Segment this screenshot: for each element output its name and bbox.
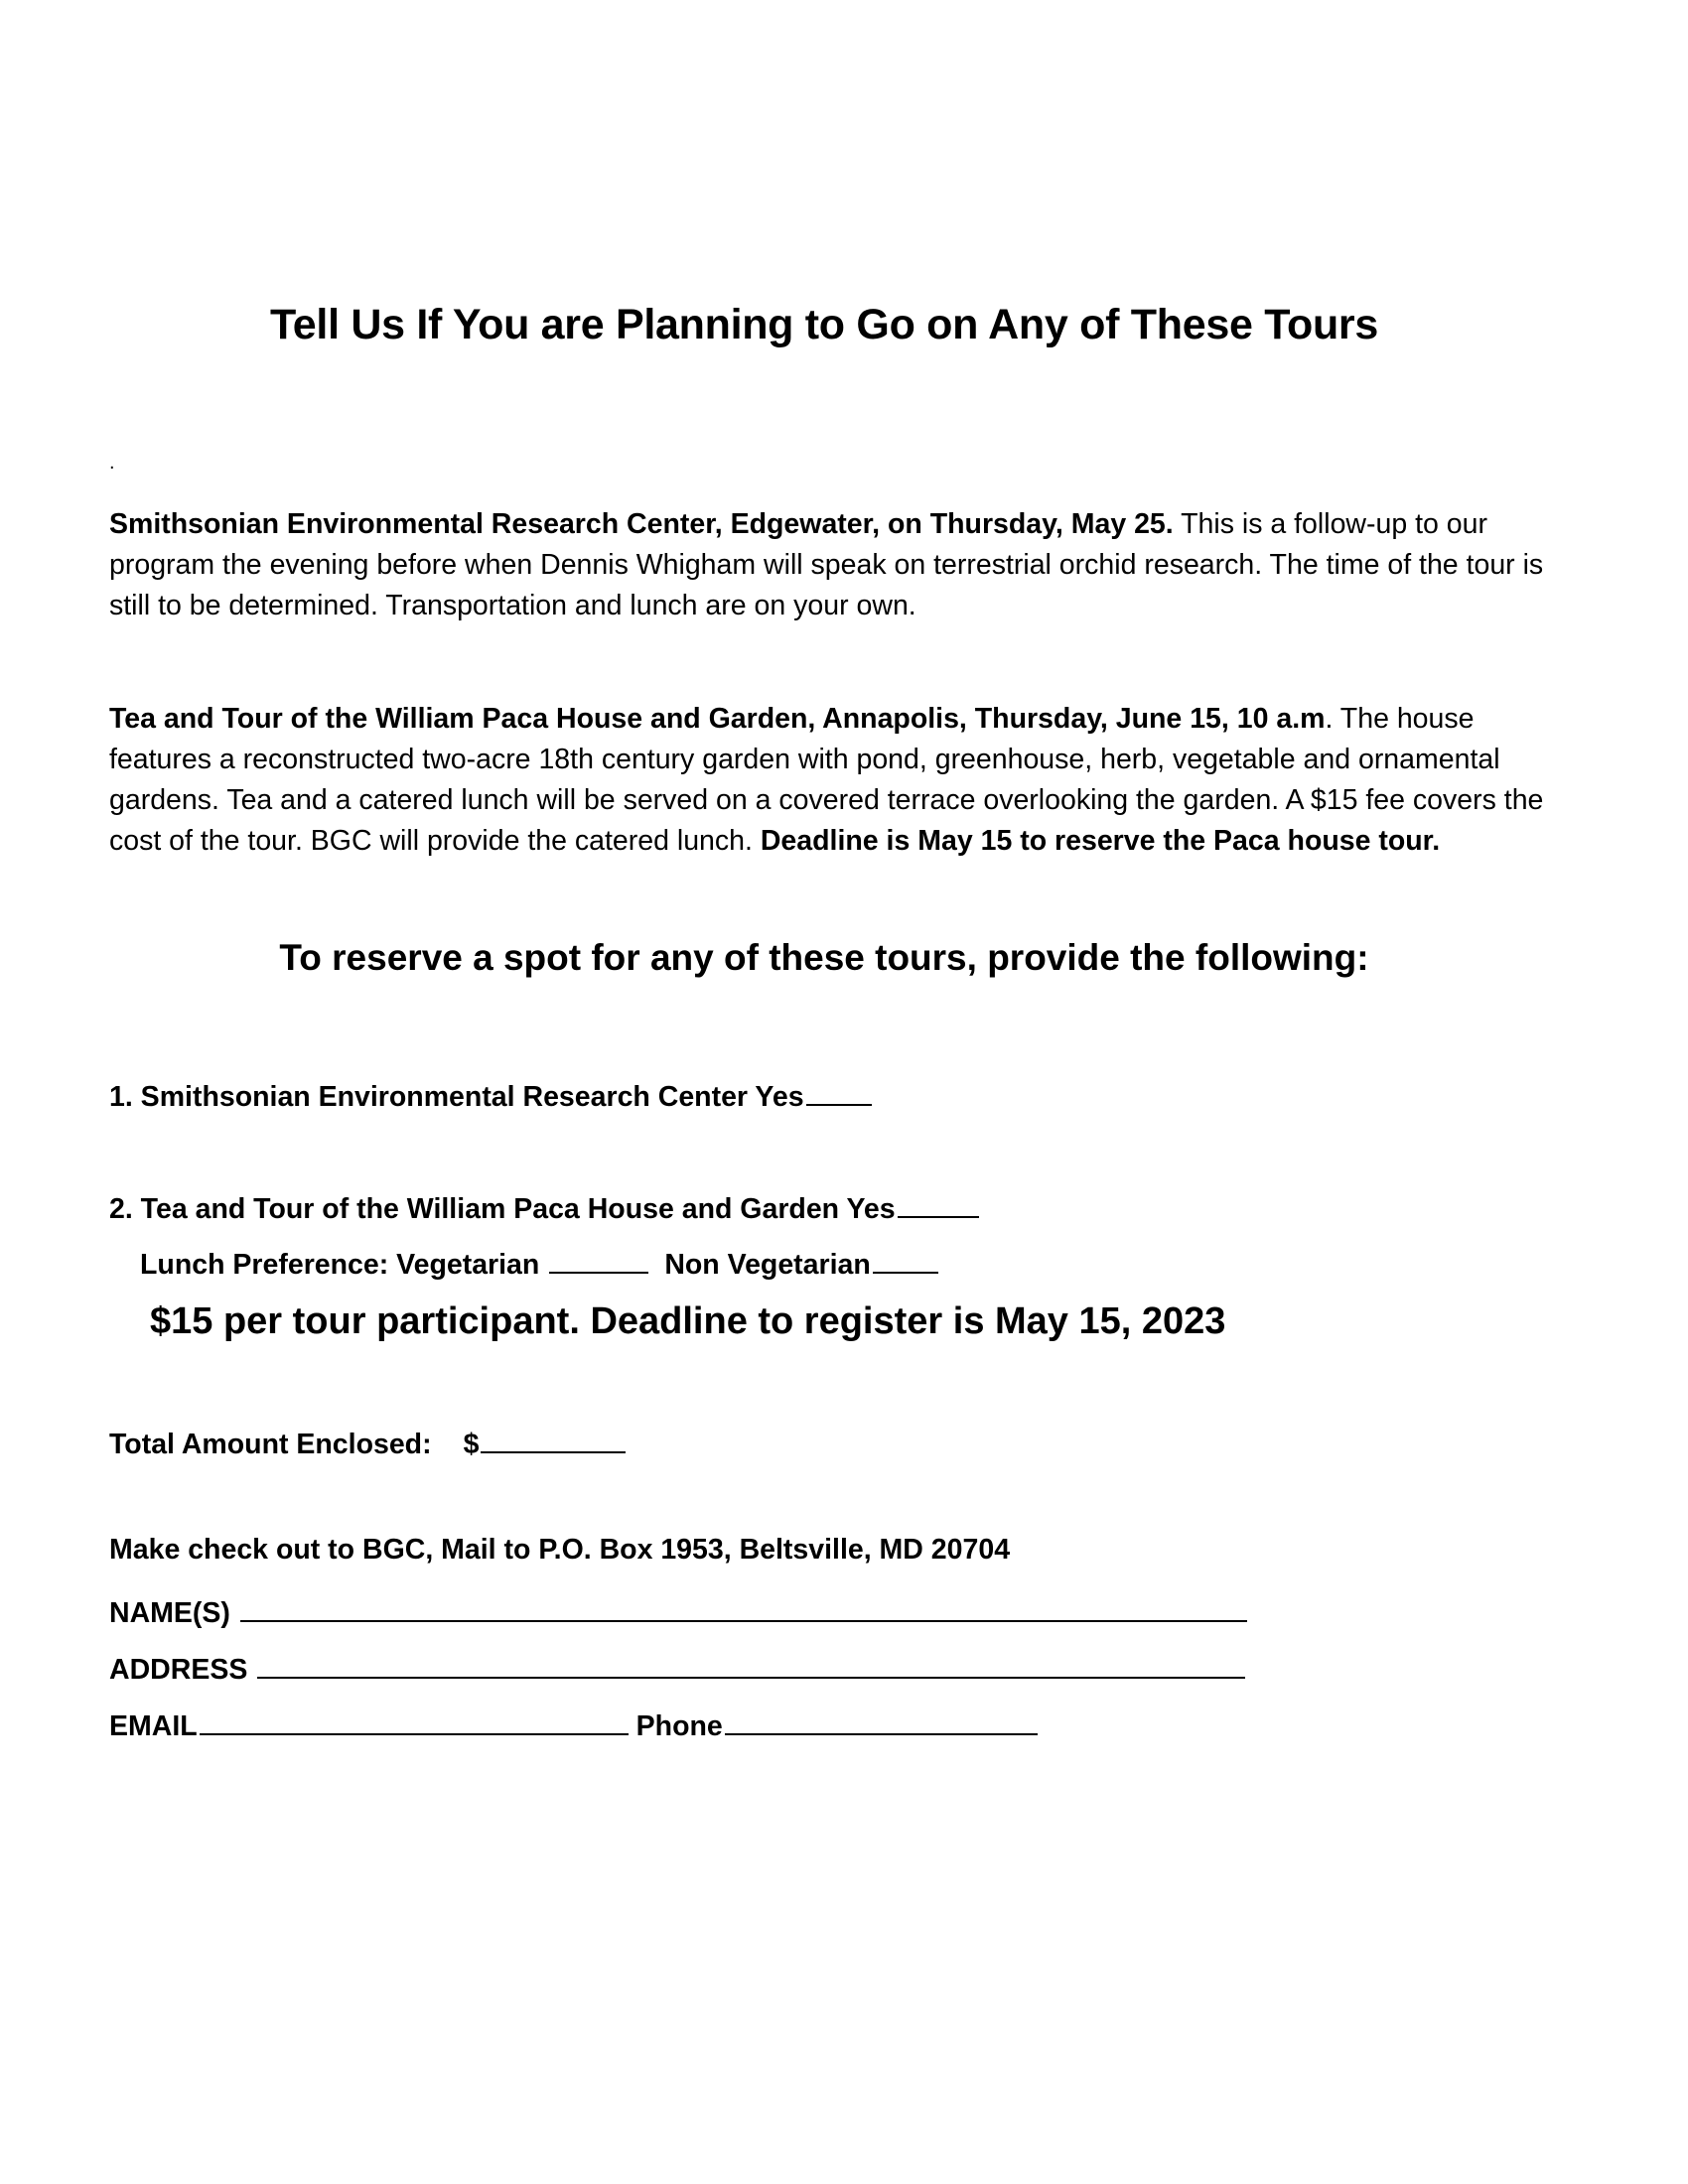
total-amount-row (109, 1422, 626, 1461)
names-row (109, 1590, 1247, 1630)
address-row (109, 1647, 1245, 1687)
address-label: ADDRESS (109, 1654, 248, 1686)
tour2-heading: Tea and Tour of the William Paca House and Garden, Annapolis, Thursday, June 15, 10 a.m (109, 703, 1326, 735)
tour1-body: This is a follow-up to our program the evening before when Dennis Whigham will speak on terrestrial orchid research. The time of the tour is still to be determined. Transportation and lunch are on your own. (109, 508, 1544, 621)
tour2-deadline: Deadline is May 15 to reserve the Paca house tour. (760, 825, 1441, 857)
dollar-sign: $ (463, 1429, 480, 1460)
phone-label: Phone (635, 1710, 723, 1742)
email-label: EMAIL (109, 1710, 198, 1742)
non-vegetarian-field[interactable] (873, 1242, 938, 1274)
tour2-body: . The house features a reconstructed two-acre 18th century garden with pond, greenhouse, herb, vegetable and ornamental gardens. Tea and a catered lunch will be served on a covered terrace overlooking the garden. A $15 fee covers the cost of the tour. BGC will provide the catered lunch. (109, 703, 1544, 857)
vegetarian-label: Lunch Preference: Vegetarian (140, 1249, 540, 1281)
tour2-paragraph (109, 699, 1579, 862)
total-amount-label: Total Amount Enclosed: (109, 1429, 432, 1460)
form-item-1 (109, 1074, 872, 1114)
total-amount-field[interactable] (481, 1422, 626, 1453)
address-field[interactable] (257, 1647, 1245, 1679)
reserve-heading: To reserve a spot for any of these tours, provide the following: (279, 937, 1369, 978)
paca-yes-field[interactable] (898, 1186, 979, 1218)
names-label: NAME(S) (109, 1597, 230, 1629)
page-title: Tell Us If You are Planning to Go on Any of These Tours (270, 301, 1378, 348)
serc-yes-field[interactable] (806, 1074, 872, 1106)
non-vegetarian-label: Non Vegetarian (664, 1249, 871, 1281)
email-phone-row (109, 1704, 1038, 1743)
form-item-2-label: 2. Tea and Tour of the William Paca House and Garden Yes (109, 1193, 896, 1225)
email-field[interactable] (200, 1704, 629, 1735)
phone-field[interactable] (725, 1704, 1038, 1735)
names-field[interactable] (240, 1590, 1247, 1622)
fee-notice: $15 per tour participant. Deadline to register is May 15, 2023 (150, 1300, 1226, 1342)
stray-mark: . (109, 452, 115, 474)
mail-instructions: Make check out to BGC, Mail to P.O. Box 1953, Beltsville, MD 20704 (109, 1534, 1011, 1566)
tour1-paragraph (109, 504, 1579, 626)
lunch-preference-row (140, 1242, 938, 1282)
tour1-heading: Smithsonian Environmental Research Center, Edgewater, on Thursday, May 25. (109, 508, 1174, 540)
form-item-2 (109, 1186, 979, 1226)
form-item-1-label: 1. Smithsonian Environmental Research Center Yes (109, 1081, 804, 1113)
vegetarian-field[interactable] (549, 1242, 648, 1274)
